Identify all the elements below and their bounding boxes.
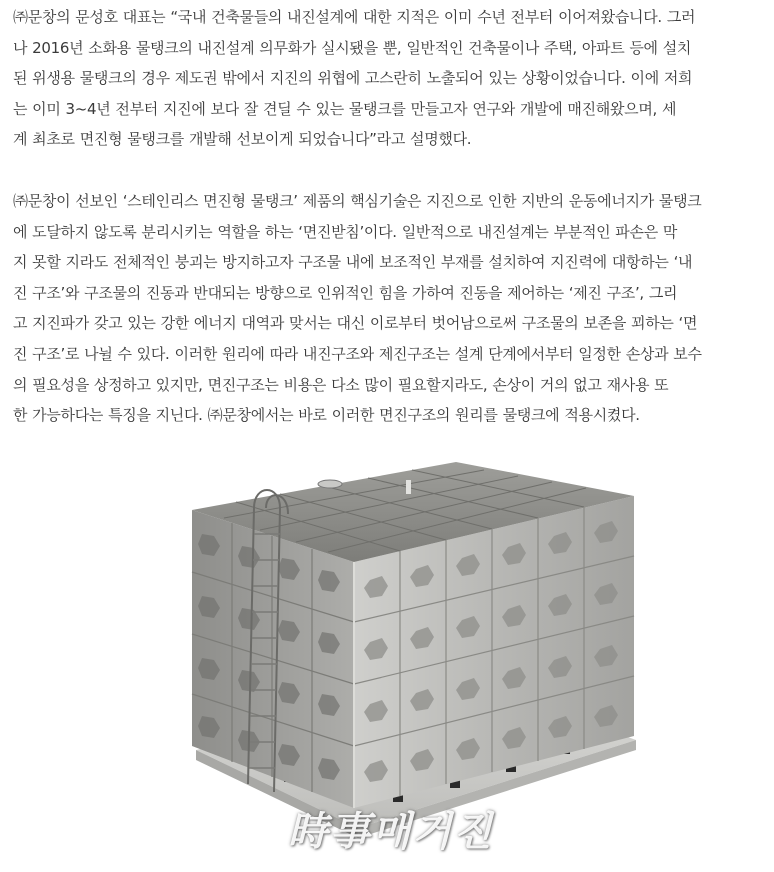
paragraph-line: 한 가능하다는 특징을 지닌다. ㈜문창에서는 바로 이러한 면진구조의 원리를 물탱크에 적용시켰다. — [13, 406, 640, 425]
paragraph-line: ㈜문창의 문성호 대표는 “국내 건축물들의 내진설계에 대한 지적은 이미 수년 전부터 이어져왔습니다. 그러 — [13, 8, 696, 26]
paragraph-line: 의 필요성을 상정하고 있지만, 면진구조는 비용은 다소 많이 필요할지라도, 손상이 거의 없고 재사용 또 — [13, 375, 669, 394]
article-paragraph-1 — [13, 2, 765, 155]
paragraph-line: 된 위생용 물탱크의 경우 제도권 밖에서 지진의 위협에 고스란히 노출되어 있는 상황이었습니다. 이에 저희 — [13, 69, 693, 88]
paragraph-line: 지 못할 지라도 전체적인 붕괴는 방지하고자 구조물 내에 보조적인 부재를 설치하여 지진력에 대항하는 ‘내 — [13, 253, 693, 272]
paragraph-line: 계 최초로 면진형 물탱크를 개발해 선보이게 되었습니다”라고 설명했다. — [13, 130, 472, 149]
water-tank-photo — [188, 454, 640, 868]
watermark: 時事매거진 — [288, 809, 494, 855]
article-paragraph-2 — [13, 186, 765, 431]
paragraph-line: 는 이미 3~4년 전부터 지진에 보다 잘 견딜 수 있는 물탱크를 만들고자 연구와 개발에 매진해왔으며, 세 — [13, 99, 677, 118]
paragraph-line: 나 2016년 소화용 물탱크의 내진설계 의무화가 실시됐을 뿐, 일반적인 건축물이나 주택, 아파트 등에 설치 — [13, 38, 692, 57]
paragraph-line: 진 구조’와 구조물의 진동과 반대되는 방향으로 인위적인 힘을 가하여 진동을 제어하는 ‘제진 구조’, 그리 — [13, 283, 678, 302]
paragraph-line: 고 지진파가 갖고 있는 강한 에너지 대역과 맞서는 대신 이로부터 벗어남으로써 구조물의 보존을 꾀하는 ‘면 — [13, 314, 698, 333]
paragraph-line: ㈜문창이 선보인 ‘스테인리스 면진형 물탱크’ 제품의 핵심기술은 지진으로 인한 지반의 운동에너지가 물탱크 — [13, 192, 702, 210]
paragraph-line: 에 도달하지 않도록 분리시키는 역할을 하는 ‘면진받침’이다. 일반적으로 내진설계는 부분적인 파손은 막 — [13, 222, 678, 241]
paragraph-line: 진 구조’로 나뉠 수 있다. 이러한 원리에 따라 내진구조와 제진구조는 설계 단계에서부터 일정한 손상과 보수 — [13, 344, 702, 363]
